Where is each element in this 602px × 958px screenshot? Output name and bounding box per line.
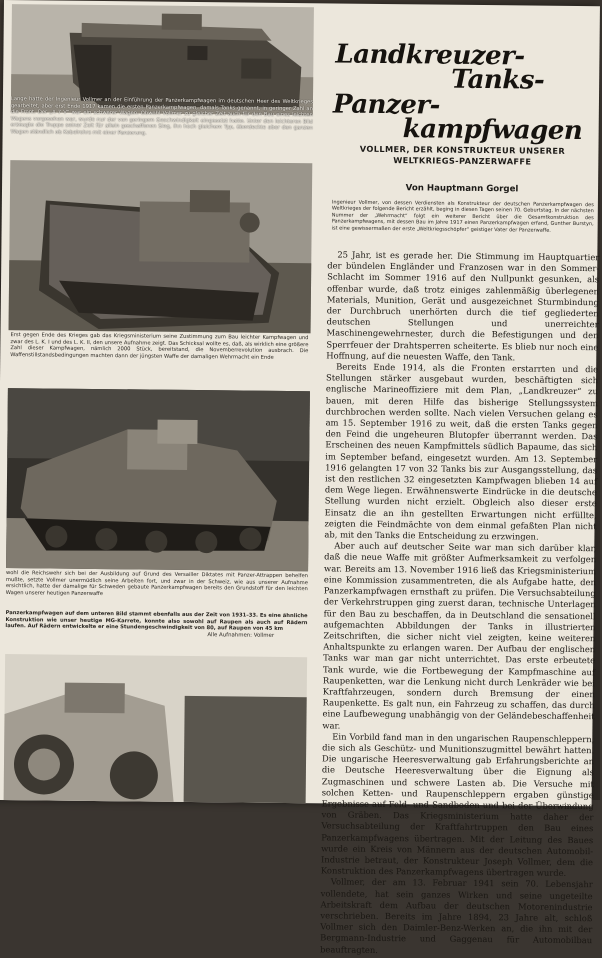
article-author: Von Hauptmann Gorgel	[405, 183, 519, 195]
article-title-line1: Landkreuzer-	[335, 39, 525, 72]
article-body	[320, 249, 599, 958]
article-title-line2: Tanks-	[451, 64, 545, 96]
body-paragraph: Aber auch auf deutscher Seite war man sich darüber klar, daß die neue Waffe mit größter Aufmerksamkeit zu verfolgen war. Bereits am 13. November 1916 ließ das Kriegsministerium eine Kommission zusammentreten, die als Aufgabe hatte, den Panzerkampfwagen ernsthaft zu prüfen. Die Versuchsabteilung der Verkehrstruppen ging zuerst daran, technische Unterlagen für den Bau zu beschaffen, da in Deutschland die sensationell aufgemachten Abbildungen der Tanks in illustrierten Zeitschriften, die sicher nicht viel zeigten, keine weiteren Anhaltspunkte zu erlangen waren. Der Aufbau der englischen Tanks war man gar nicht unterrichtet. Das erste erbeutete Tank wurde, wie die Fortbewegung der Kampfmaschine auf Raupenketten, war die Lenkung nicht durch Lenkräder wie bei Kraftfahrzeugen, sondern durch Bremsung der einen Raupenkette. Es galt nun, ein Fahrzeug zu schaffen, das durch eine Laufbewegung unabhängig von der Geländebeschaffenheit war.	[322, 540, 597, 731]
body-paragraph: Ein Vorbild fand man in den ungarischen Raupenschleppern, die sich als Geschütz- und Munitionszugmittel bewährt hatten. Die ungarische Heeresverwaltung gab Erfahrungsberichte an die Deutsche Heeresverwaltung über die Eignung als Zugmaschinen und schwere Lasten ab. Die Versuche mit solchen Ketten- und Raupenschleppern ergaben günstige Ergebnisse auf Feld- und Sandboden und bei der Überwindung von Gräben. Das Kriegsministerium hatte daher der Versuchsabteilung der Kraftfahrtruppen den Bau eines Panzerkampfwagens übertragen. Mit der Leitung des Baues wurde ein Kreis von Männern aus der deutschen Automobil-Industrie betraut, der Konstrukteur Joseph Vollmer, dem die Konstruktion des Panzerkampfwagens übertragen wurde.	[320, 731, 595, 879]
body-paragraph: Vollmer, der am 13. Februar 1941 sein 70. Lebensjahr vollendete, hat sein ganzes Wirken und seine ungeteilte Arbeitskraft dem Aufbau der deutschen Motorenindustrie verschrieben. Bereits im Jahre 1894, 23 Jahre alt, schloß Vollmer sich den Daimler-Benz-Werken an, die ihn mit der Bergmann-Industrie und Gaggenau für Automobilbau beauftragten.	[320, 876, 593, 955]
article-column	[316, 3, 600, 955]
caption-photo3b: Panzerkampfwagen auf dem unteren Bild stammt ebenfalls aus der Zeit von 1931–33. Es eine ähnliche Konstruktion wie unser heutige MG-Karrete, konnte also sowohl auf Raupen als auch auf Rädern laufen. Auf Rädern entwickelte er eine Stundengeschwindigkeit von 80, auf Raupen von 45 km	[5, 610, 308, 633]
caption-photo2: Erst gegen Ende des Krieges gab das Kriegsministerium seine Zustimmung zum Bau leichter Kampfwagen und zwar des L. K. I und des L. K. II, den unsere Aufnahme zeigt. Das Schicksal wollte es, daß, als wirklich eine größere Zahl dieser Kampfwagen, nämlich 2000 Stück, bereitstand, die Novemberrevolution ausbrach. Die Waffenstillstandsbedingungen machten dann der jüngsten Waffe der damaligen Wehrmacht ein Ende	[8, 332, 311, 389]
article-lead: Ingenieur Vollmer, von dessen Verdiensten als Konstrukteur der deutschen Panzerkampfwagen des Weltkrieges der folgende Bericht erzählt, beging in diesen Tagen seinen 70. Geburtstag. In der nächsten Nummer der „Wehrmacht“ folgt ein weiterer Bericht über die Gesamtkonstruktion des Panzerkampfwagens, mit dessen Bau im Jahre 1917 einen Panzerkampfwagen erfand, Gunther Burstyn, ist eine gewissermaßen der erste „Weltkriegsschöpfer“ geistiger Vater der Panzerwaffe.	[331, 199, 594, 234]
photo-swedish-tank	[6, 388, 310, 571]
caption-photo3: wohl die Reichswehr sich bei der Ausbildung auf Grund des Versailler Diktates mit Panzer-Attrappen behelfen mußte, setzte Vollmer unermüdlich seine Arbeiten fort, und zwar in der Schweiz, wie aus unserer Aufnahme ersichtlich, hatte der damalige für Schweden gebaute Panzerkampfwagen bereits den Grundstoff für den leichten Wagen unserer heutigen Panzerwaffe	[5, 570, 309, 597]
photo-wheeled-tank	[4, 654, 308, 803]
article-title-line4: kampfwagen	[402, 114, 583, 147]
photo-column	[0, 0, 322, 803]
body-paragraph: Bereits Ende 1914, als die Fronten erstarrten und die Stellungen stärker ausgebaut wurden, beschäftigten sich englische Marineoffiziere mit dem Plan, „Landkreuzer“ zu bauen, mit deren Hilfe das bisherige Stellungssystem durchbrochen werden sollte. Nach vielen Versuchen gelang es am 15. September 1916 zu weit, daß die ersten Tanks gegen den Feind die ungeheuren Blutopfer überrannt werden. Das Erscheinen des neuen Kampfmittels südlich Bapaume, das sich im September befand, eingesetzt wurden. Am 13. September 1916 gelangten 17 von 32 Tanks bis zur Ausgangsstellung, das ist den restlichen 32 eingesetzten Kampfwagen blieben 14 auf dem Wege liegen. Erwähnenswerte Eindrücke in die deutsche Stellung wurden nicht erzielt. Obgleich also dieser erste Einsatz die an ihn gestellten Erwartungen nicht erfüllte, zeigten die Feindmächte von dem einmal gefaßten Plan nicht ab, mit den Tanks die Entscheidung zu erzwingen.	[324, 361, 599, 542]
article-subtitle: VOLLMER, DER KONSTRUKTEUR UNSERER WELTKRIEGS-PANZERWAFFE	[359, 143, 566, 167]
body-paragraph: 25 Jahr, ist es gerade her. Die Stimmung im Hauptquartier der bündelen Engländer und Franzosen war in den Sommer-Schlacht im Sommer 1916 auf den Nullpunkt gesunken, als offenbar wurde, daß trotz einiges zahlenmäßig überlegenen Materials, Munition, Gerät und ausgezeichnet Sturmbindung der Durchbruch unerhörten durch die tief gegliederten deutschen Stellungen und unerreichter Maschinengewehrnester, durch die Befestigungen und den Sperrfeuer der Drahtsperren scheiterte. Es blieb nur noch eine Hoffnung, auf die neuesten Waffe, den Tank.	[326, 249, 600, 363]
article-title-line3: Panzer-	[332, 89, 440, 121]
caption-photo1: Lange hatte der Ingenieur Vollmer an der Einführung der Panzerkampfwagen im deutschen Heer des Weltkrieges gearbeitet, aber erst Ende 1917 kamen die ersten Panzerkampfwagen, damals Tanks genannt, in geringer Zahl an die Front. Der „A 7 V“ war ein schwerer Wagen. Obwohl Vollmer zu gleicher Zeit auch für den Bau eines leichten Wagens vorgesehen war, wurde nur der von geringem Geschwindigkeit eingesetzt hatte. Unter den leichteren Bild erzeugte die Truppe seiner Zeit für allein geschaffenen Sieg, ihn hoch gleichem Typ, überdeckte aber den ganzen Wagen ständlich ab Kabelrohrs mit einer Panzerung.	[10, 96, 313, 137]
photo-credit: Alle Aufnahmen: Vollmer	[207, 632, 275, 639]
photo-lk2-tank	[9, 160, 313, 333]
